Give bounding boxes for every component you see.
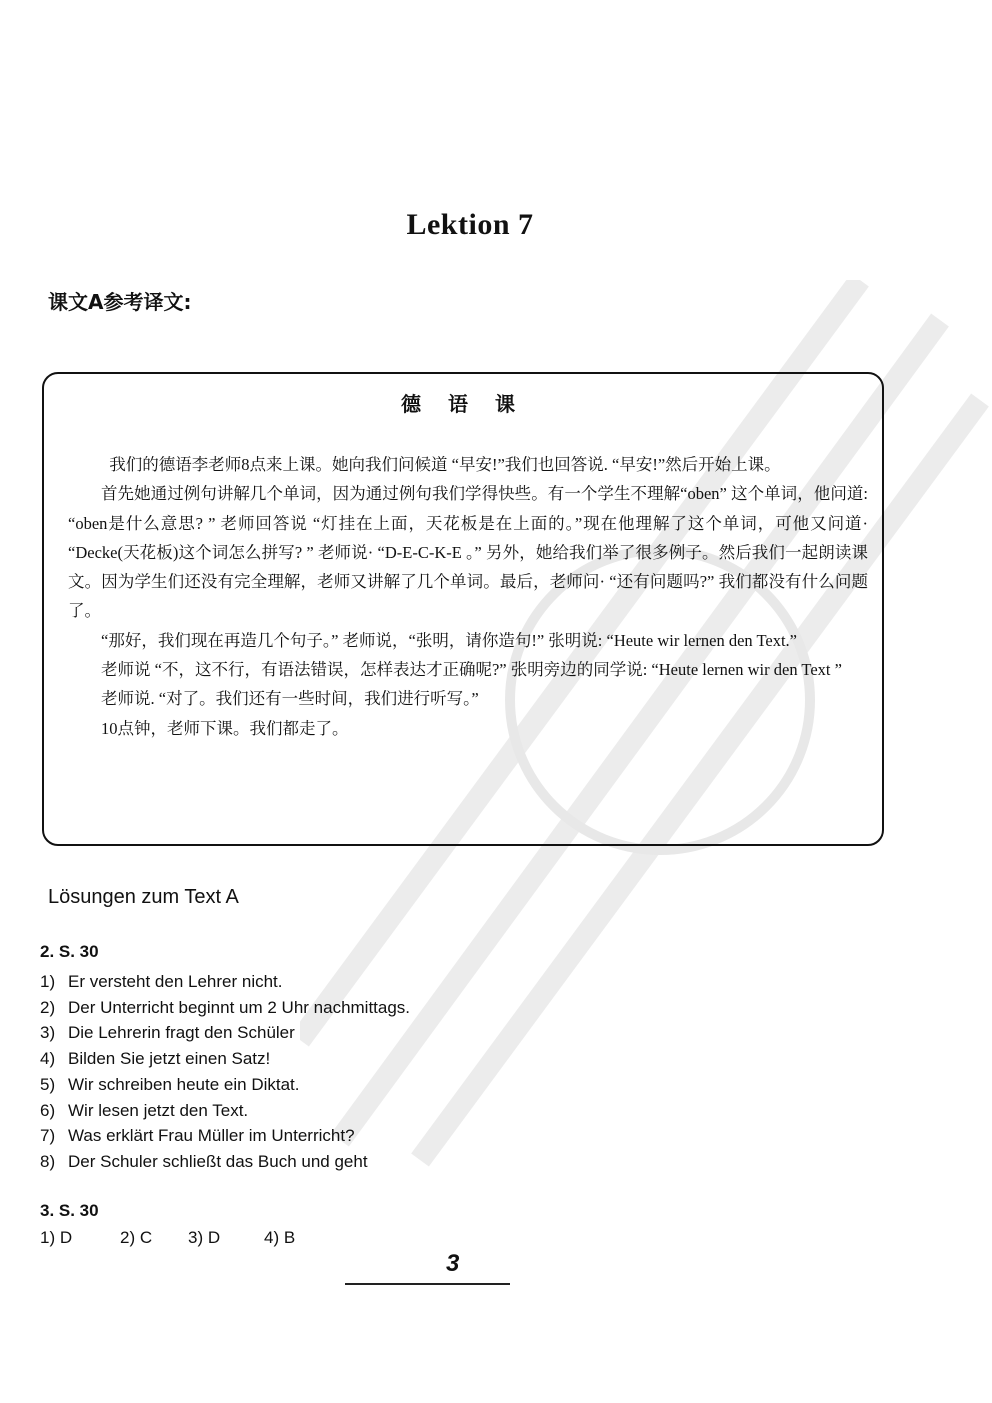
answer-item <box>40 1072 410 1098</box>
answer-text: Wir lesen jetzt den Text. <box>68 1100 249 1120</box>
answer-number: 8) <box>40 1151 56 1171</box>
page-number-rule <box>345 1283 510 1285</box>
answer-item <box>40 1098 410 1124</box>
answer-item <box>40 1020 410 1046</box>
solutions-heading: Lösungen zum Text A <box>48 886 239 908</box>
choice-answer: 1) D <box>40 1228 73 1247</box>
choice-answer: 2) C <box>120 1228 153 1247</box>
paragraph: 10点钟，老师下课。我们都走了。 <box>101 718 349 738</box>
answer-number: 1) <box>40 972 56 991</box>
translation-body <box>68 450 868 743</box>
answer-number: 3) <box>40 1023 56 1043</box>
answer-item <box>40 1046 410 1072</box>
translation-heading: 德 语 课 <box>401 392 525 416</box>
answer-item <box>40 969 410 995</box>
answer-item <box>40 995 410 1021</box>
answer-text: Die Lehrerin fragt den Schüler <box>68 1023 295 1043</box>
exercise-3-label: 3. S. 30 <box>40 1201 99 1220</box>
answer-number: 6) <box>40 1100 56 1120</box>
answer-text: Bilden Sie jetzt einen Satz! <box>68 1049 271 1069</box>
answer-number: 7) <box>40 1126 56 1146</box>
choice-answer: 3) D <box>188 1228 221 1247</box>
answer-number: 4) <box>40 1049 56 1069</box>
paragraph: 我们的德语李老师8点来上课。她向我们问候道 “早安!”我们也回答说. “早安!”然后开始上课。 <box>109 455 781 474</box>
answer-text: Was erklärt Frau Müller im Unterricht? <box>68 1126 355 1146</box>
page-number: 3 <box>446 1250 460 1277</box>
translation-box <box>42 372 884 846</box>
exercise-2-label: 2. S. 30 <box>40 942 99 961</box>
answer-number: 5) <box>40 1074 56 1094</box>
answer-item <box>40 1123 410 1149</box>
paragraph: “那好，我们现在再造几个句子。” 老师说，“张明，请你造句!” 张明说: “Heute wir lernen den Text.” <box>101 630 797 650</box>
exercise-2-answers <box>40 969 410 1175</box>
choice-answer: 4) B <box>264 1228 296 1247</box>
paragraph: 首先她通过例句讲解几个单词，因为通过例句我们学得快些。有一个学生不理解“oben” 这个单词，他问道: “oben是什么意思? ” 老师回答说 “灯挂在上面，天花板是在上面的。”现在他理解了这个单词，可他又问道· “Decke(天花板)这个词怎么拼写? ” 老师说· “D-E-C-K-E 。” 另外，她给我们举了很多例子。然后我们一起朗读课文。因为学生们还没有完全理解，老师又讲解了几个单词。最后，老师问· “还有问题吗?” 我们都没有什么问题了。 <box>68 484 868 621</box>
section-subtitle: 课文A参考译文: <box>48 290 192 314</box>
answer-text: Wir schreiben heute ein Diktat. <box>68 1074 300 1094</box>
answer-text: Er versteht den Lehrer nicht. <box>68 972 283 991</box>
answer-number: 2) <box>40 997 56 1017</box>
lesson-title: Lektion 7 <box>406 208 534 241</box>
paragraph: 老师说 “不，这不行，有语法错误，怎样表达才正确呢?” 张明旁边的同学说: “Heute lernen wir den Text ” <box>101 660 842 680</box>
answer-text: Der Unterricht beginnt um 2 Uhr nachmittags. <box>68 997 411 1017</box>
answer-item <box>40 1149 410 1175</box>
paragraph: 老师说. “对了。我们还有一些时间，我们进行听写。” <box>101 689 479 709</box>
exercise-3-choices <box>40 1228 295 1248</box>
answer-text: Der Schuler schließt das Buch und geht <box>68 1151 368 1171</box>
